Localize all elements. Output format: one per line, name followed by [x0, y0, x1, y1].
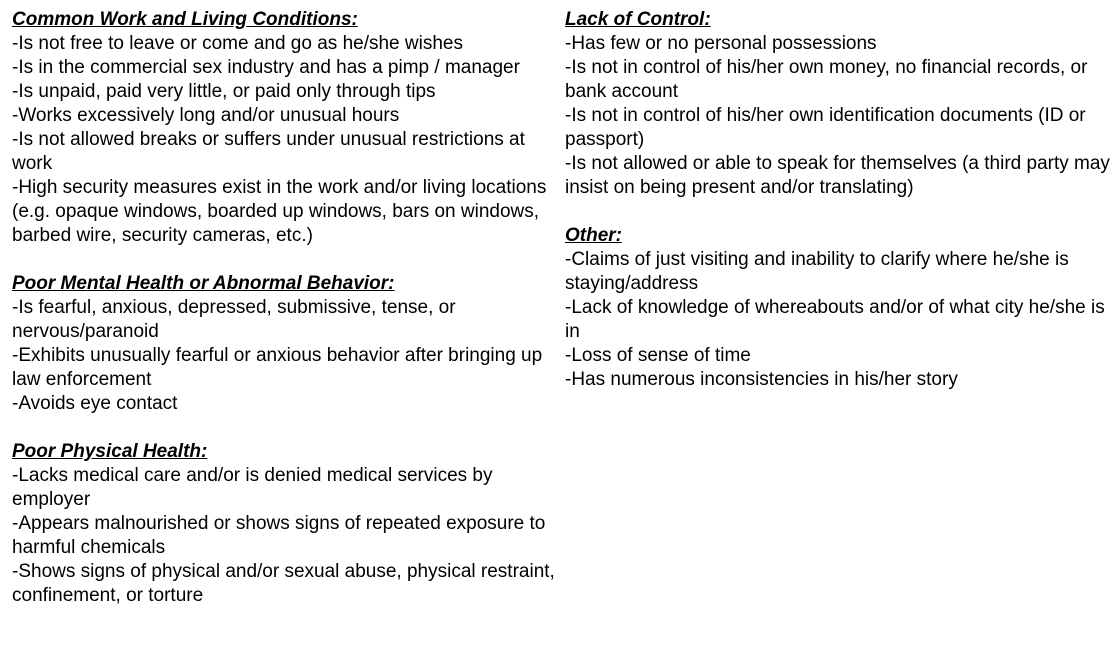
indicator-list — [12, 464, 560, 608]
list-item: -Works excessively long and/or unusual hours — [12, 105, 400, 126]
section-heading: Other: — [565, 225, 622, 246]
list-item: -Lacks medical care and/or is denied medical services by employer — [12, 465, 493, 510]
left-column — [12, 8, 560, 608]
list-item: -Is fearful, anxious, depressed, submissive, tense, or nervous/paranoid — [12, 297, 456, 342]
list-item: -Shows signs of physical and/or sexual abuse, physical restraint, confinement, or torture — [12, 561, 555, 606]
section-heading: Poor Physical Health: — [12, 441, 208, 462]
indicator-list — [565, 32, 1110, 200]
section-physical-health — [12, 440, 560, 608]
list-item: -Is unpaid, paid very little, or paid only through tips — [12, 81, 436, 102]
list-item: -Has numerous inconsistencies in his/her story — [565, 369, 958, 390]
indicator-list — [12, 32, 560, 248]
section-mental-health-behavior — [12, 272, 560, 416]
list-item: -Is not free to leave or come and go as he/she wishes — [12, 33, 463, 54]
list-item: -Is in the commercial sex industry and has a pimp / manager — [12, 57, 520, 78]
list-item: -Claims of just visiting and inability to clarify where he/she is staying/address — [565, 249, 1069, 294]
right-column — [565, 8, 1110, 392]
list-item: -Avoids eye contact — [12, 393, 178, 414]
list-item: -Is not allowed breaks or suffers under unusual restrictions at work — [12, 129, 525, 174]
section-heading: Lack of Control: — [565, 9, 711, 30]
section-heading: Poor Mental Health or Abnormal Behavior: — [12, 273, 395, 294]
section-work-living-conditions — [12, 8, 560, 248]
list-item: -Is not in control of his/her own identification documents (ID or passport) — [565, 105, 1086, 150]
list-item: -Is not in control of his/her own money, no financial records, or bank account — [565, 57, 1088, 102]
list-item: -Has few or no personal possessions — [565, 33, 877, 54]
list-item: -High security measures exist in the work and/or living locations (e.g. opaque windows, boarded up windows, bars on windows, barbed wire, security cameras, etc.) — [12, 177, 547, 246]
indicator-list — [565, 248, 1110, 392]
list-item: -Exhibits unusually fearful or anxious behavior after bringing up law enforcement — [12, 345, 543, 390]
indicator-list — [12, 296, 560, 416]
list-item: -Is not allowed or able to speak for themselves (a third party may insist on being present and/or translating) — [565, 153, 1110, 198]
section-other — [565, 224, 1110, 392]
list-item: -Appears malnourished or shows signs of repeated exposure to harmful chemicals — [12, 513, 546, 558]
list-item: -Loss of sense of time — [565, 345, 751, 366]
section-heading: Common Work and Living Conditions: — [12, 9, 358, 30]
section-lack-of-control — [565, 8, 1110, 200]
list-item: -Lack of knowledge of whereabouts and/or of what city he/she is in — [565, 297, 1105, 342]
